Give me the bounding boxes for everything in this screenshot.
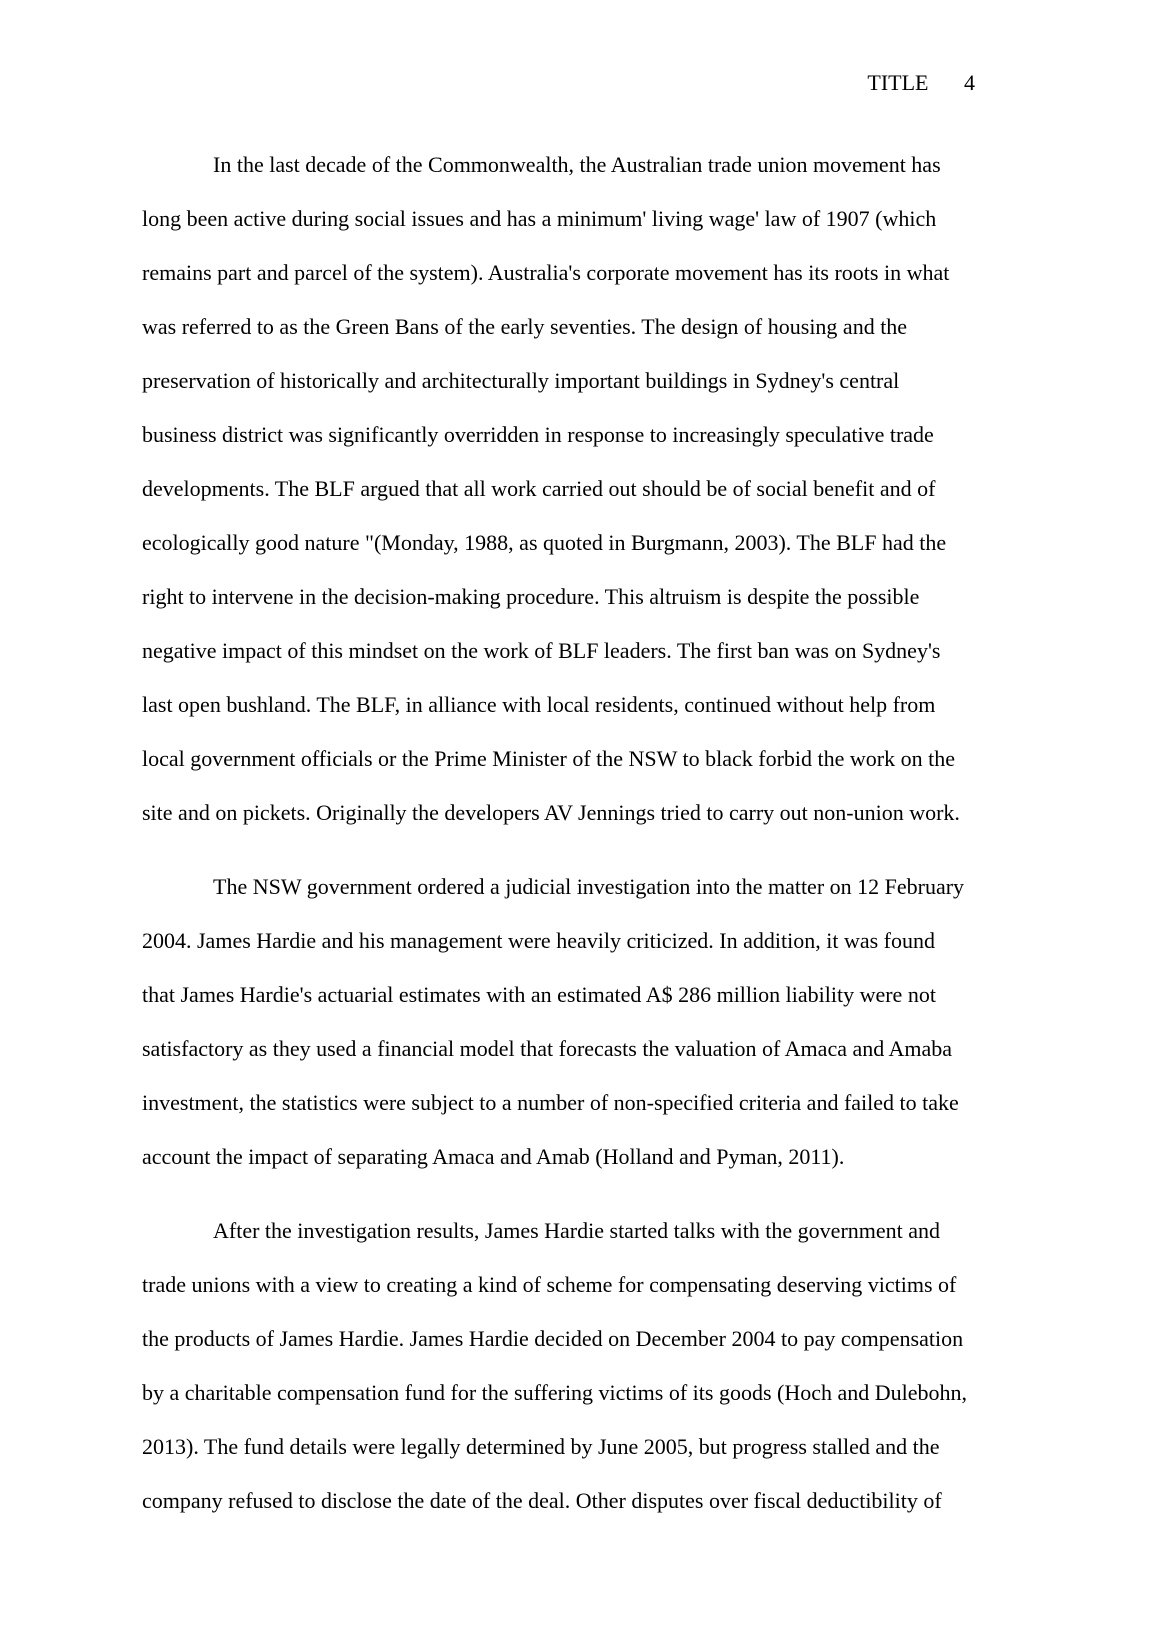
body-text	[142, 138, 1032, 1548]
text-line: right to intervene in the decision-making procedure. This altruism is despite the possible	[142, 584, 920, 609]
text-line: negative impact of this mindset on the work of BLF leaders. The first ban was on Sydney's	[142, 638, 941, 663]
text-line: company refused to disclose the date of the deal. Other disputes over fiscal deductibility of	[142, 1488, 942, 1513]
text-line: investment, the statistics were subject to a number of non-specified criteria and failed to take	[142, 1090, 959, 1115]
text-line: In the last decade of the Commonwealth, the Australian trade union movement has	[213, 152, 941, 177]
paragraph-2	[142, 860, 1032, 1184]
text-line: satisfactory as they used a financial model that forecasts the valuation of Amaca and Amaba	[142, 1036, 953, 1061]
text-line: that James Hardie's actuarial estimates with an estimated A$ 286 million liability were not	[142, 982, 936, 1007]
text-line: site and on pickets. Originally the developers AV Jennings tried to carry out non-union work.	[142, 800, 960, 825]
header-title: TITLE	[867, 70, 929, 95]
running-header	[867, 68, 975, 98]
page-number: 4	[964, 70, 975, 95]
text-line: The NSW government ordered a judicial investigation into the matter on 12 February	[213, 874, 965, 899]
text-line: remains part and parcel of the system). Australia's corporate movement has its roots in what	[142, 260, 950, 285]
text-line: local government officials or the Prime Minister of the NSW to black forbid the work on the	[142, 746, 956, 771]
paragraph-1	[142, 138, 1032, 840]
text-line: 2013). The fund details were legally determined by June 2005, but progress stalled and the	[142, 1434, 940, 1459]
text-line: preservation of historically and architecturally important buildings in Sydney's central	[142, 368, 900, 393]
text-line: account the impact of separating Amaca and Amab (Holland and Pyman, 2011).	[142, 1144, 845, 1169]
paragraph-3	[142, 1204, 1032, 1528]
text-line: by a charitable compensation fund for the suffering victims of its goods (Hoch and Dulebohn,	[142, 1380, 968, 1405]
text-line: ecologically good nature "(Monday, 1988, as quoted in Burgmann, 2003). The BLF had the	[142, 530, 947, 555]
text-line: developments. The BLF argued that all work carried out should be of social benefit and of	[142, 476, 936, 501]
text-line: the products of James Hardie. James Hardie decided on December 2004 to pay compensation	[142, 1326, 964, 1351]
text-line: After the investigation results, James Hardie started talks with the government and	[213, 1218, 941, 1243]
text-line: trade unions with a view to creating a kind of scheme for compensating deserving victims of	[142, 1272, 957, 1297]
text-line: long been active during social issues and has a minimum' living wage' law of 1907 (which	[142, 206, 937, 231]
text-line: last open bushland. The BLF, in alliance with local residents, continued without help from	[142, 692, 936, 717]
text-line: was referred to as the Green Bans of the early seventies. The design of housing and the	[142, 314, 908, 339]
text-line: business district was significantly overridden in response to increasingly speculative trade	[142, 422, 934, 447]
text-line: 2004. James Hardie and his management were heavily criticized. In addition, it was found	[142, 928, 935, 953]
